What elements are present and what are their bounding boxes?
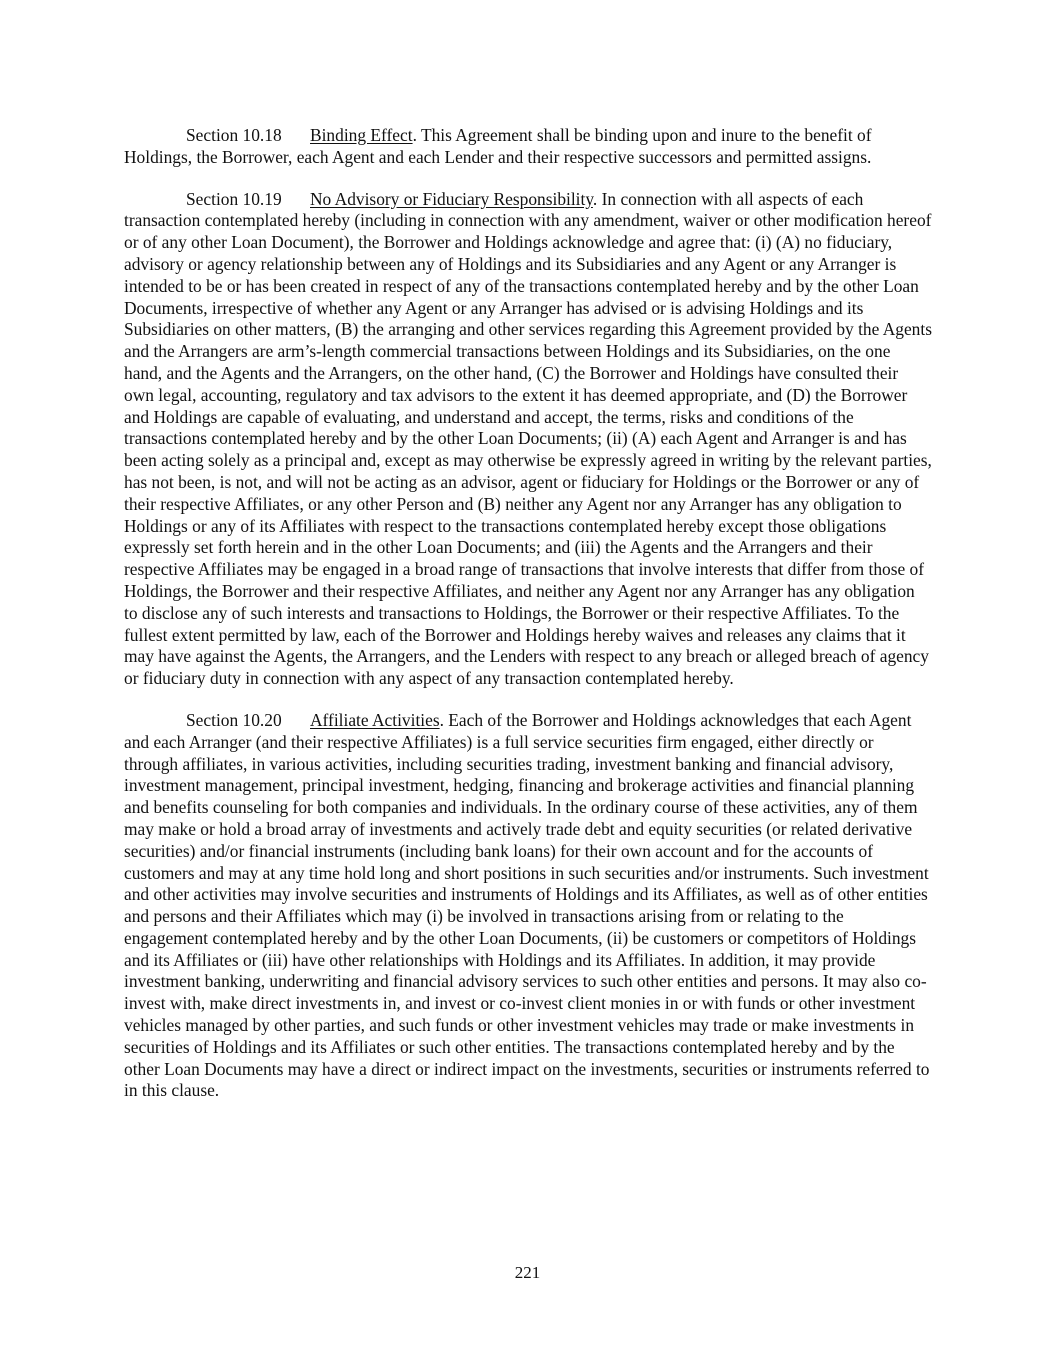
section-title: No Advisory or Fiduciary Responsibility bbox=[310, 188, 593, 209]
section-10-19 bbox=[124, 189, 932, 690]
section-body: . This Agreement shall be binding upon and inure to the benefit of Holdings, the Borrower, each Agent and each Lender and their respective successors and permitted assigns. bbox=[124, 125, 872, 167]
section-number: Section 10.20 bbox=[186, 709, 282, 730]
section-10-18 bbox=[124, 125, 932, 169]
section-body: . In connection with all aspects of each transaction contemplated hereby (including in connection with any amendment, waiver or other modification hereof or of any other Loan Document), the Borrower and Holdings acknowledge and agree that: (i) (A) no fiduciary, advisory or agency relationship between any of Holdings and its Subsidiaries and any Agent or any Arranger is intended to be or has been created in respect of any of the transactions contemplated hereby and by the other Loan Documents, irrespective of whether any Agent or any Arranger has advised or is advising Holdings and its Subsidiaries on other matters, (B) the arranging and other services regarding this Agreement provided by the Agents and the Arrangers are arm’s-length commercial transactions between Holdings and its Subsidiaries, on the one hand, and the Agents and the Arrangers, on the other hand, (C) the Borrower and Holdings have consulted their own legal, accounting, regulatory and tax advisors to the extent it has deemed appropriate, and (D) the Borrower and Holdings are capable of evaluating, and understand and accept, the terms, risks and conditions of the transactions contemplated hereby and by the other Loan Documents; (ii) (A) each Agent and Arranger is and has been acting solely as a principal and, except as may otherwise be expressly agreed in writing by the relevant parties, has not been, is not, and will not be acting as an advisor, agent or fiduciary for Holdings or the Borrower or any of their respective Affiliates, or any other Person and (B) neither any Agent nor any Arranger has any obligation to Holdings or any of its Affiliates with respect to the transactions contemplated hereby except those obligations expressly set forth herein and in the other Loan Documents; and (iii) the Agents and the Arrangers and their respective Affiliates may be engaged in a broad range of transactions that involve interests that differ from those of Holdings, the Borrower and their respective Affiliates, and neither any Agent nor any Arranger has any obligation to disclose any of such interests and transactions to Holdings, the Borrower or their respective Affiliates. To the fullest extent permitted by law, each of the Borrower and Holdings hereby waives and releases any claims that it may have against the Agents, the Arrangers, and the Lenders with respect to any breach or alleged breach of agency or fiduciary duty in connection with any aspect of any transaction contemplated hereby. bbox=[124, 188, 932, 689]
section-10-20 bbox=[124, 710, 932, 1102]
document-page bbox=[124, 125, 932, 1122]
section-body: . Each of the Borrower and Holdings acknowledges that each Agent and each Arranger (and their respective Affiliates) is a full service securities firm engaged, either directly or through affiliates, in various activities, including securities trading, investment banking and financial advisory, investment management, principal investment, hedging, financing and brokerage activities and financial planning and benefits counseling for both companies and individuals. In the ordinary course of these activities, any of them may make or hold a broad array of investments and actively trade debt and equity securities (or related derivative securities) and/or financial instruments (including bank loans) for their own account and for the accounts of customers and may at any time hold long and short positions in such securities and/or instruments. Such investment and other activities may involve securities and instruments of Holdings and its Affiliates, as well as of other entities and persons and their Affiliates which may (i) be involved in transactions arising from or relating to the engagement contemplated hereby and by the other Loan Documents, (ii) be customers or competitors of Holdings and its Affiliates or (iii) have other relationships with Holdings and its Affiliates. In addition, it may provide investment banking, underwriting and financial advisory services to such other entities and persons. It may also co-invest with, make direct investments in, and invest or co-invest client monies in or with funds or other investment vehicles managed by other parties, and such funds or other investment vehicles may trade or make investments in securities of Holdings and its Affiliates or such other entities. The transactions contemplated hereby and by the other Loan Documents may have a direct or indirect impact on the investments, securities or instruments referred to in this clause. bbox=[124, 709, 930, 1101]
section-number: Section 10.18 bbox=[186, 125, 282, 145]
section-title: Affiliate Activities bbox=[310, 709, 440, 730]
section-number: Section 10.19 bbox=[186, 188, 282, 209]
section-title: Binding Effect bbox=[310, 125, 413, 145]
page-number: 221 bbox=[514, 1263, 541, 1282]
